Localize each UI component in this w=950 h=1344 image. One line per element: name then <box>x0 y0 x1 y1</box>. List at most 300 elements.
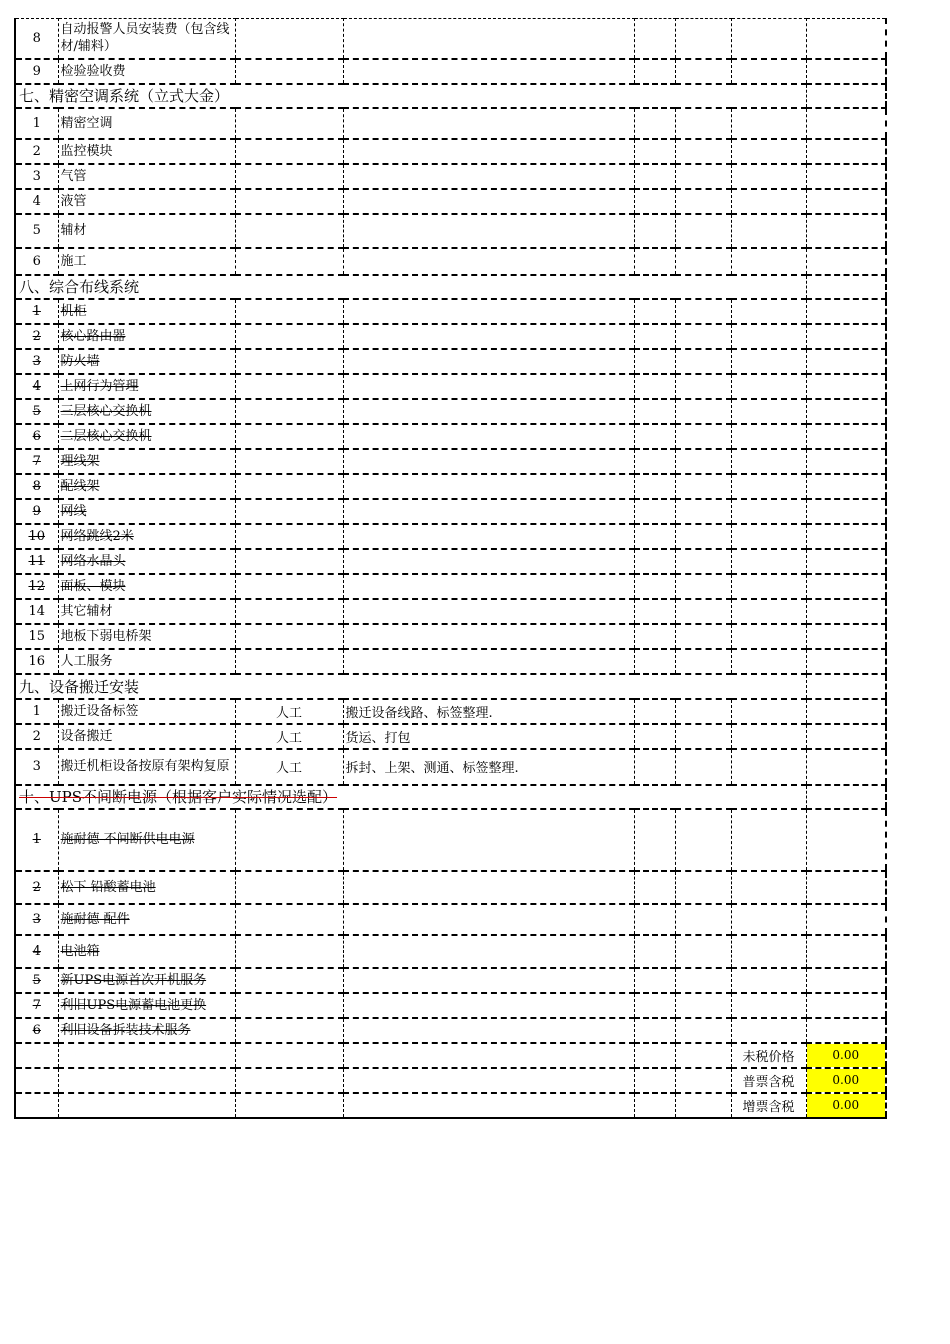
item-unit <box>235 524 343 549</box>
cell-empty[interactable] <box>806 399 886 424</box>
table-row <box>15 349 886 374</box>
item-number: 11 <box>15 549 58 574</box>
cell-empty[interactable] <box>634 108 675 139</box>
cell-empty[interactable] <box>806 108 886 139</box>
cell-empty[interactable] <box>634 1093 675 1118</box>
item-number: 4 <box>15 374 58 399</box>
cell-empty[interactable] <box>806 248 886 275</box>
item-unit <box>235 499 343 524</box>
cell-empty[interactable] <box>634 1068 675 1093</box>
item-description <box>343 108 634 139</box>
item-description <box>343 324 634 349</box>
cell-empty[interactable] <box>675 649 731 674</box>
cell-empty[interactable] <box>806 424 886 449</box>
item-unit <box>235 399 343 424</box>
item-name: 辅材 <box>58 214 235 248</box>
item-number: 3 <box>15 904 58 935</box>
table-row <box>15 624 886 649</box>
cell-empty[interactable] <box>806 214 886 248</box>
table-row <box>15 968 886 993</box>
cell-empty[interactable] <box>731 139 806 164</box>
item-name: 利旧UPS电源蓄电池更换 <box>58 993 235 1018</box>
cell-empty[interactable] <box>806 785 886 809</box>
cell-empty[interactable] <box>634 499 675 524</box>
total-label: 未税价格 <box>731 1043 806 1068</box>
cell-empty[interactable] <box>675 59 731 84</box>
cell-empty[interactable] <box>634 324 675 349</box>
item-description <box>343 424 634 449</box>
cell-empty[interactable] <box>731 374 806 399</box>
cell-empty[interactable] <box>806 474 886 499</box>
cell-empty[interactable] <box>806 84 886 108</box>
cell-empty[interactable] <box>634 904 675 935</box>
cell-empty[interactable] <box>675 139 731 164</box>
cell-empty[interactable] <box>634 1043 675 1068</box>
cell-empty[interactable] <box>806 275 886 299</box>
item-number: 3 <box>15 349 58 374</box>
cell-empty[interactable] <box>15 1068 58 1093</box>
cell-empty[interactable] <box>731 59 806 84</box>
cell-empty[interactable] <box>806 871 886 904</box>
cell-empty[interactable] <box>675 424 731 449</box>
cell-empty[interactable] <box>806 904 886 935</box>
item-name: 施耐德 配件 <box>58 904 235 935</box>
cell-empty[interactable] <box>731 524 806 549</box>
cell-empty[interactable] <box>675 935 731 968</box>
item-name: 理线架 <box>58 449 235 474</box>
item-number: 4 <box>15 935 58 968</box>
cell-empty[interactable] <box>675 1043 731 1068</box>
cell-empty[interactable] <box>634 935 675 968</box>
table-row <box>15 248 886 275</box>
table-row <box>15 599 886 624</box>
cell-empty[interactable] <box>806 809 886 871</box>
cell-empty[interactable] <box>806 59 886 84</box>
item-unit <box>235 809 343 871</box>
cell-empty[interactable] <box>675 19 731 59</box>
item-unit <box>235 164 343 189</box>
cell-empty[interactable] <box>731 499 806 524</box>
cell-empty[interactable] <box>675 699 731 724</box>
item-unit <box>235 574 343 599</box>
cell-empty[interactable] <box>15 1043 58 1068</box>
item-description <box>343 624 634 649</box>
cell-empty[interactable] <box>675 1018 731 1043</box>
item-description <box>343 549 634 574</box>
item-description <box>343 935 634 968</box>
total-label: 普票含税 <box>731 1068 806 1093</box>
item-description <box>343 349 634 374</box>
cell-empty[interactable] <box>634 524 675 549</box>
item-name: 地板下弱电桥架 <box>58 624 235 649</box>
cell-empty[interactable] <box>731 248 806 275</box>
cell-empty[interactable] <box>806 935 886 968</box>
cell-empty[interactable] <box>731 699 806 724</box>
cell-empty[interactable] <box>634 968 675 993</box>
table-row <box>15 189 886 214</box>
item-name: 松下 铅酸蓄电池 <box>58 871 235 904</box>
item-description <box>343 214 634 248</box>
item-name: 二层核心交换机 <box>58 424 235 449</box>
cell-empty[interactable] <box>634 474 675 499</box>
cell-empty[interactable] <box>634 299 675 324</box>
total-row <box>15 1043 886 1068</box>
cell-empty[interactable] <box>634 449 675 474</box>
cell-empty[interactable] <box>806 499 886 524</box>
cell-empty[interactable] <box>675 871 731 904</box>
cell-empty[interactable] <box>806 139 886 164</box>
cell-empty[interactable] <box>675 599 731 624</box>
cell-empty[interactable] <box>235 1068 343 1093</box>
item-name: 施耐德 不间断供电电源 <box>58 809 235 871</box>
cell-empty[interactable] <box>731 809 806 871</box>
cell-empty[interactable] <box>675 349 731 374</box>
cell-empty[interactable] <box>634 19 675 59</box>
cell-empty[interactable] <box>675 968 731 993</box>
item-description <box>343 904 634 935</box>
table-row <box>15 935 886 968</box>
item-description <box>343 649 634 674</box>
cell-empty[interactable] <box>731 349 806 374</box>
cell-empty[interactable] <box>634 699 675 724</box>
section-title: 七、精密空调系统（立式大金） <box>15 84 806 108</box>
item-name: 搬迁设备标签 <box>58 699 235 724</box>
table-row <box>15 574 886 599</box>
table-row <box>15 524 886 549</box>
item-name: 人工服务 <box>58 649 235 674</box>
cell-empty[interactable] <box>806 968 886 993</box>
cell-empty[interactable] <box>731 549 806 574</box>
cell-empty[interactable] <box>806 599 886 624</box>
item-name: 机柜 <box>58 299 235 324</box>
item-unit <box>235 871 343 904</box>
item-name: 网线 <box>58 499 235 524</box>
cell-empty[interactable] <box>235 1093 343 1118</box>
table-row <box>15 424 886 449</box>
item-name: 精密空调 <box>58 108 235 139</box>
cell-empty[interactable] <box>806 324 886 349</box>
cell-empty[interactable] <box>675 324 731 349</box>
item-unit: 人工 <box>235 749 343 785</box>
cell-empty[interactable] <box>634 349 675 374</box>
item-description <box>343 968 634 993</box>
cell-empty[interactable] <box>343 1068 634 1093</box>
cell-empty[interactable] <box>58 1068 235 1093</box>
item-number: 9 <box>15 499 58 524</box>
item-number: 8 <box>15 19 58 59</box>
item-unit: 人工 <box>235 699 343 724</box>
item-description <box>343 19 634 59</box>
cell-empty[interactable] <box>731 19 806 59</box>
item-number: 4 <box>15 189 58 214</box>
cell-empty[interactable] <box>806 574 886 599</box>
item-name: 配线架 <box>58 474 235 499</box>
cell-empty[interactable] <box>675 993 731 1018</box>
item-description <box>343 248 634 275</box>
item-description <box>343 449 634 474</box>
cell-empty[interactable] <box>806 993 886 1018</box>
total-value[interactable]: 0.00 <box>806 1043 886 1068</box>
cell-empty[interactable] <box>634 993 675 1018</box>
cell-empty[interactable] <box>806 1018 886 1043</box>
item-number: 2 <box>15 724 58 749</box>
item-description <box>343 599 634 624</box>
cell-empty[interactable] <box>675 248 731 275</box>
cell-empty[interactable] <box>675 499 731 524</box>
cell-empty[interactable] <box>731 904 806 935</box>
cell-empty[interactable] <box>58 1043 235 1068</box>
cell-empty[interactable] <box>806 19 886 59</box>
table-row <box>15 724 886 749</box>
cell-empty[interactable] <box>675 189 731 214</box>
quotation-table <box>14 18 887 1119</box>
cell-empty[interactable] <box>634 214 675 248</box>
item-number: 8 <box>15 474 58 499</box>
cell-empty[interactable] <box>634 809 675 871</box>
item-number: 6 <box>15 1018 58 1043</box>
table-row <box>15 449 886 474</box>
item-number: 1 <box>15 699 58 724</box>
item-unit: 人工 <box>235 724 343 749</box>
cell-empty[interactable] <box>675 449 731 474</box>
cell-empty[interactable] <box>675 749 731 785</box>
cell-empty[interactable] <box>806 164 886 189</box>
cell-empty[interactable] <box>731 189 806 214</box>
item-unit <box>235 474 343 499</box>
cell-empty[interactable] <box>634 1018 675 1043</box>
cell-empty[interactable] <box>806 724 886 749</box>
table-row <box>15 871 886 904</box>
item-description <box>343 189 634 214</box>
cell-empty[interactable] <box>634 624 675 649</box>
cell-empty[interactable] <box>806 349 886 374</box>
item-name: 核心路由器 <box>58 324 235 349</box>
cell-empty[interactable] <box>634 139 675 164</box>
item-unit <box>235 349 343 374</box>
item-number: 1 <box>15 108 58 139</box>
item-description <box>343 871 634 904</box>
cell-empty[interactable] <box>634 399 675 424</box>
cell-empty[interactable] <box>806 299 886 324</box>
section-title: 十、UPS不间断电源（根据客户实际情况选配） <box>15 785 806 809</box>
cell-empty[interactable] <box>15 1093 58 1118</box>
cell-empty[interactable] <box>806 699 886 724</box>
total-value[interactable]: 0.00 <box>806 1093 886 1118</box>
item-unit <box>235 374 343 399</box>
cell-empty[interactable] <box>731 399 806 424</box>
item-description: 货运、打包 <box>343 724 634 749</box>
cell-empty[interactable] <box>675 624 731 649</box>
item-unit <box>235 324 343 349</box>
cell-empty[interactable] <box>675 474 731 499</box>
cell-empty[interactable] <box>806 189 886 214</box>
item-number: 7 <box>15 449 58 474</box>
item-name: 防火墙 <box>58 349 235 374</box>
table-row <box>15 19 886 59</box>
cell-empty[interactable] <box>675 904 731 935</box>
cell-empty[interactable] <box>634 164 675 189</box>
cell-empty[interactable] <box>675 524 731 549</box>
item-number: 7 <box>15 993 58 1018</box>
cell-empty[interactable] <box>731 724 806 749</box>
cell-empty[interactable] <box>675 724 731 749</box>
cell-empty[interactable] <box>675 164 731 189</box>
cell-empty[interactable] <box>675 1068 731 1093</box>
item-number: 6 <box>15 424 58 449</box>
cell-empty[interactable] <box>806 449 886 474</box>
cell-empty[interactable] <box>675 374 731 399</box>
cell-empty[interactable] <box>675 399 731 424</box>
table-row <box>15 164 886 189</box>
cell-empty[interactable] <box>731 968 806 993</box>
cell-empty[interactable] <box>675 299 731 324</box>
table-row <box>15 399 886 424</box>
item-number: 5 <box>15 399 58 424</box>
item-name: 新UPS电源首次开机服务 <box>58 968 235 993</box>
cell-empty[interactable] <box>731 935 806 968</box>
cell-empty[interactable] <box>731 324 806 349</box>
item-unit <box>235 139 343 164</box>
item-number: 10 <box>15 524 58 549</box>
table-row <box>15 993 886 1018</box>
item-name: 气管 <box>58 164 235 189</box>
item-name: 搬迁机柜设备按原有架构复原 <box>58 749 235 785</box>
item-unit <box>235 449 343 474</box>
item-unit <box>235 649 343 674</box>
item-number: 14 <box>15 599 58 624</box>
table-row <box>15 474 886 499</box>
cell-empty[interactable] <box>634 749 675 785</box>
cell-empty[interactable] <box>634 649 675 674</box>
item-name: 检验验收费 <box>58 59 235 84</box>
cell-empty[interactable] <box>731 214 806 248</box>
cell-empty[interactable] <box>235 1043 343 1068</box>
table-row <box>15 904 886 935</box>
item-description <box>343 59 634 84</box>
item-description <box>343 524 634 549</box>
cell-empty[interactable] <box>343 1043 634 1068</box>
item-unit <box>235 599 343 624</box>
item-unit <box>235 968 343 993</box>
cell-empty[interactable] <box>634 374 675 399</box>
section-row <box>15 275 886 299</box>
cell-empty[interactable] <box>634 574 675 599</box>
cell-empty[interactable] <box>634 549 675 574</box>
item-name: 网络水晶头 <box>58 549 235 574</box>
cell-empty[interactable] <box>343 1093 634 1118</box>
item-number: 9 <box>15 59 58 84</box>
item-number: 12 <box>15 574 58 599</box>
cell-empty[interactable] <box>675 1093 731 1118</box>
cell-empty[interactable] <box>731 871 806 904</box>
cell-empty[interactable] <box>731 993 806 1018</box>
item-unit <box>235 424 343 449</box>
cell-empty[interactable] <box>731 424 806 449</box>
cell-empty[interactable] <box>634 59 675 84</box>
item-number: 1 <box>15 299 58 324</box>
item-number: 16 <box>15 649 58 674</box>
item-number: 6 <box>15 248 58 275</box>
section-title: 九、设备搬迁安装 <box>15 674 806 699</box>
table-row <box>15 59 886 84</box>
cell-empty[interactable] <box>806 749 886 785</box>
section-title: 八、综合布线系统 <box>15 275 806 299</box>
item-unit <box>235 993 343 1018</box>
cell-empty[interactable] <box>731 108 806 139</box>
item-name: 自动报警人员安装费（包含线材/辅料） <box>58 19 235 59</box>
total-row <box>15 1068 886 1093</box>
table-row <box>15 299 886 324</box>
cell-empty[interactable] <box>675 549 731 574</box>
item-unit <box>235 904 343 935</box>
item-number: 2 <box>15 324 58 349</box>
cell-empty[interactable] <box>731 599 806 624</box>
cell-empty[interactable] <box>806 649 886 674</box>
item-name: 设备搬迁 <box>58 724 235 749</box>
cell-empty[interactable] <box>731 449 806 474</box>
item-unit <box>235 248 343 275</box>
cell-empty[interactable] <box>806 374 886 399</box>
cell-empty[interactable] <box>731 474 806 499</box>
item-name: 利旧设备拆装技术服务 <box>58 1018 235 1043</box>
cell-empty[interactable] <box>806 674 886 699</box>
total-value[interactable]: 0.00 <box>806 1068 886 1093</box>
cell-empty[interactable] <box>634 724 675 749</box>
cell-empty[interactable] <box>675 574 731 599</box>
item-description <box>343 574 634 599</box>
table-row <box>15 649 886 674</box>
cell-empty[interactable] <box>675 809 731 871</box>
item-name: 施工 <box>58 248 235 275</box>
cell-empty[interactable] <box>806 624 886 649</box>
cell-empty[interactable] <box>58 1093 235 1118</box>
item-unit <box>235 59 343 84</box>
item-unit <box>235 19 343 59</box>
item-description: 拆封、上架、测通、标签整理. <box>343 749 634 785</box>
item-description <box>343 299 634 324</box>
cell-empty[interactable] <box>675 108 731 139</box>
item-number: 5 <box>15 214 58 248</box>
cell-empty[interactable] <box>806 524 886 549</box>
cell-empty[interactable] <box>731 299 806 324</box>
item-description <box>343 1018 634 1043</box>
section-row <box>15 84 886 108</box>
cell-empty[interactable] <box>806 549 886 574</box>
cell-empty[interactable] <box>731 649 806 674</box>
cell-empty[interactable] <box>731 1018 806 1043</box>
cell-empty[interactable] <box>731 574 806 599</box>
table-row <box>15 749 886 785</box>
total-row <box>15 1093 886 1118</box>
item-name: 三层核心交换机 <box>58 399 235 424</box>
cell-empty[interactable] <box>634 871 675 904</box>
item-number: 3 <box>15 164 58 189</box>
cell-empty[interactable] <box>634 248 675 275</box>
table-row <box>15 214 886 248</box>
cell-empty[interactable] <box>634 599 675 624</box>
cell-empty[interactable] <box>634 424 675 449</box>
table-row <box>15 809 886 871</box>
cell-empty[interactable] <box>731 749 806 785</box>
cell-empty[interactable] <box>634 189 675 214</box>
cell-empty[interactable] <box>731 164 806 189</box>
item-unit <box>235 299 343 324</box>
cell-empty[interactable] <box>731 624 806 649</box>
cell-empty[interactable] <box>675 214 731 248</box>
table-row <box>15 139 886 164</box>
table-row <box>15 499 886 524</box>
table-row <box>15 549 886 574</box>
